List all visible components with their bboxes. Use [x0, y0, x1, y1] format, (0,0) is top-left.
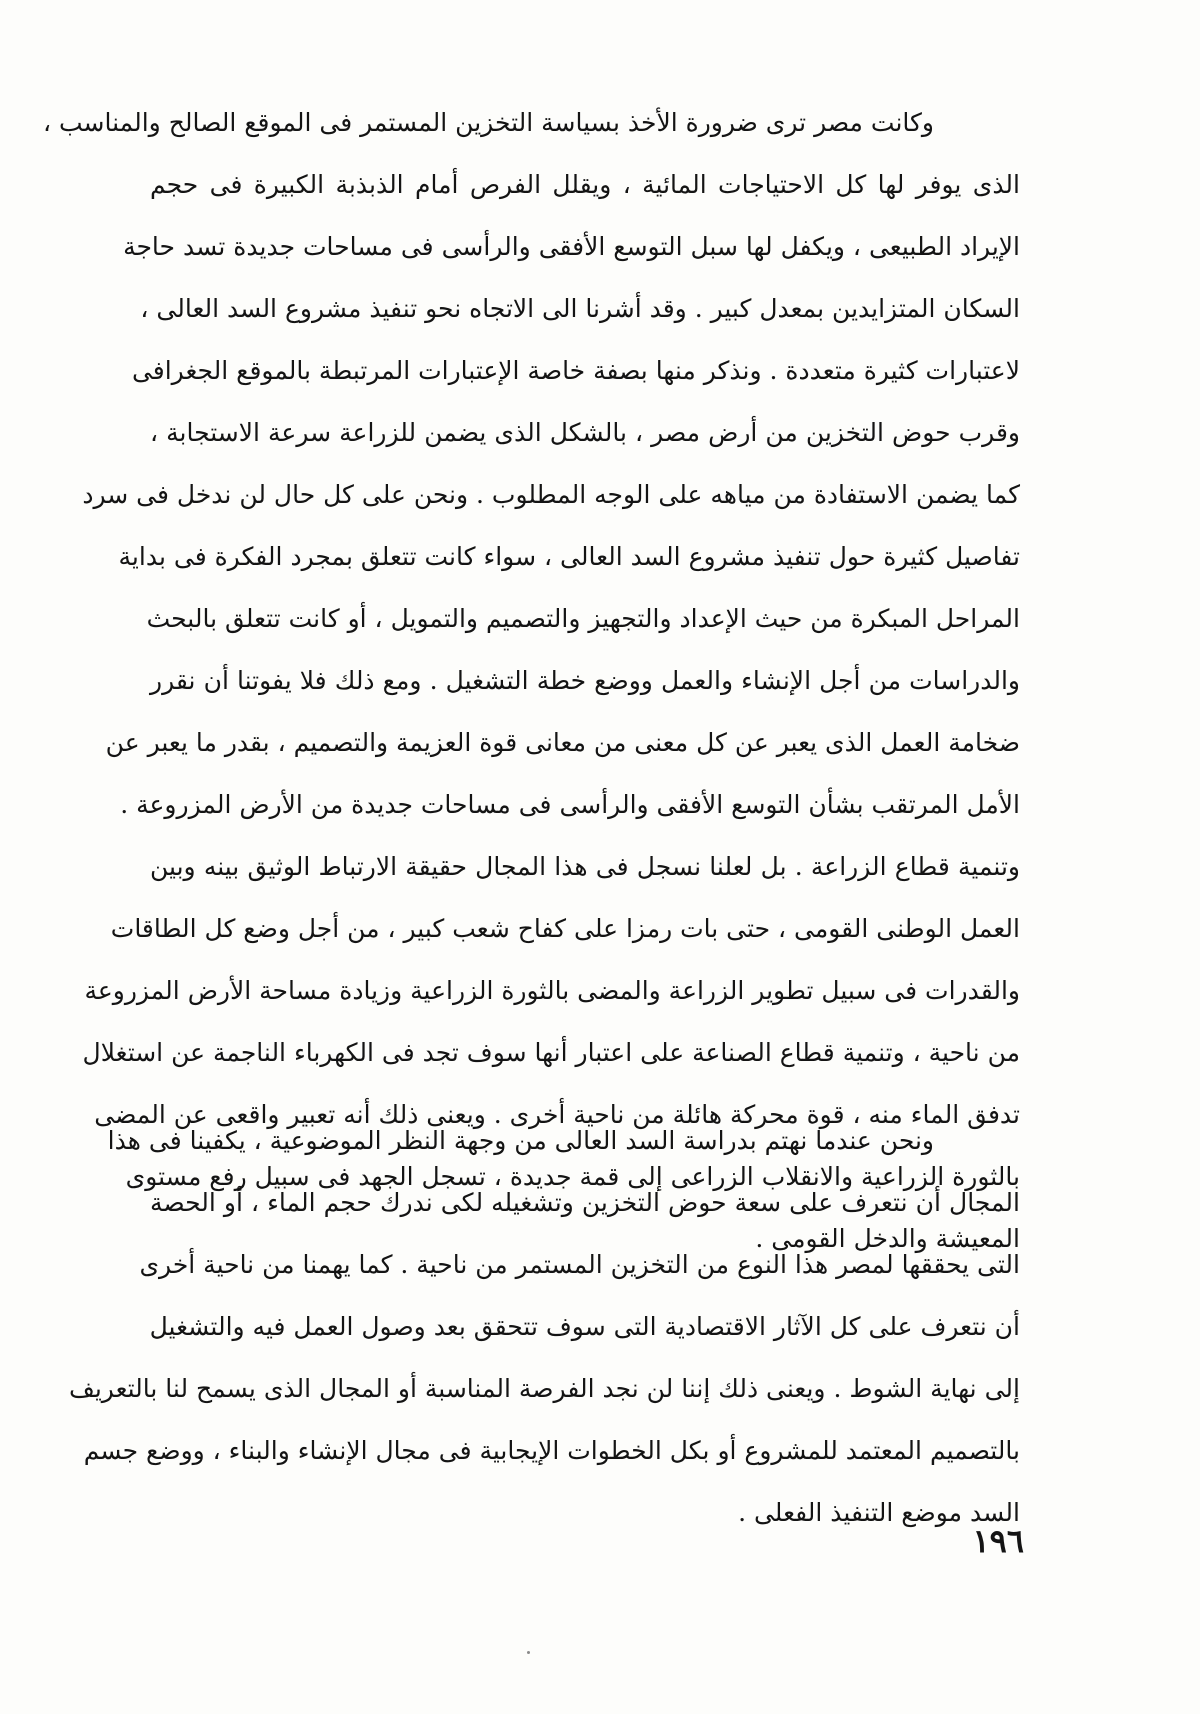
text-line: لاعتبارات كثيرة متعددة . ونذكر منها بصفة خاصة الإعتبارات المرتبطة بالموقع الجغرافى: [131, 356, 1020, 385]
text-line: الذى يوفر لها كل الاحتياجات المائية ، ويقلل الفرص أمام الذبذبة الكبيرة فى حجم: [150, 170, 1021, 199]
text-line: السد موضع التنفيذ الفعلى .: [738, 1498, 1020, 1527]
text-line: وقرب حوض التخزين من أرض مصر ، بالشكل الذى يضمن للزراعة سرعة الاستجابة ،: [150, 418, 1020, 447]
text-line: وتنمية قطاع الزراعة . بل لعلنا نسجل فى هذا المجال حقيقة الارتباط الوثيق بينه وبين: [150, 852, 1020, 881]
scan-speck: [527, 1651, 530, 1654]
text-line: بالثورة الزراعية والانقلاب الزراعى إلى قمة جديدة ، تسجل الجهد فى سبيل رفع مستوى: [125, 1162, 1020, 1191]
text-line: والقدرات فى سبيل تطوير الزراعة والمضى بالثورة الزراعية وزيادة مساحة الأرض المزروعة: [84, 976, 1020, 1005]
paragraph-1: [42, 92, 1021, 1270]
page-number: ١٩٦: [972, 1522, 1024, 1560]
text-line: السكان المتزايدين بمعدل كبير . وقد أشرنا الى الاتجاه نحو تنفيذ مشروع السد العالى ،: [140, 294, 1020, 323]
text-line: التى يحققها لمصر هذا النوع من التخزين المستمر من ناحية . كما يهمنا من ناحية أخرى: [139, 1250, 1020, 1279]
text-line: وكانت مصر ترى ضرورة الأخذ بسياسة التخزين المستمر فى الموقع الصالح والمناسب ،: [42, 108, 934, 137]
text-line: إلى نهاية الشوط . ويعنى ذلك إننا لن نجد الفرصة المناسبة أو المجال الذى يسمح لنا بالتعريف: [68, 1374, 1020, 1403]
text-line: كما يضمن الاستفادة من مياهه على الوجه المطلوب . ونحن على كل حال لن ندخل فى سرد: [82, 480, 1020, 509]
paragraph-2: [68, 1110, 1020, 1544]
text-line: العمل الوطنى القومى ، حتى بات رمزا على كفاح شعب كبير ، من أجل وضع كل الطاقات: [110, 914, 1020, 943]
text-line: بالتصميم المعتمد للمشروع أو بكل الخطوات الإيجابية فى مجال الإنشاء والبناء ، ووضع جسم: [83, 1436, 1020, 1465]
text-line: الإيراد الطبيعى ، ويكفل لها سبل التوسع الأفقى والرأسى فى مساحات جديدة تسد حاجة: [123, 232, 1020, 261]
text-line: أن نتعرف على كل الآثار الاقتصادية التى سوف تتحقق بعد وصول العمل فيه والتشغيل: [149, 1312, 1020, 1341]
text-line: والدراسات من أجل الإنشاء والعمل ووضع خطة التشغيل . ومع ذلك فلا يفوتنا أن نقرر: [150, 666, 1020, 695]
text-line: تفاصيل كثيرة حول تنفيذ مشروع السد العالى ، سواء كانت تتعلق بمجرد الفكرة فى بداية: [118, 542, 1020, 571]
text-line: المراحل المبكرة من حيث الإعداد والتجهيز والتصميم والتمويل ، أو كانت تتعلق بالبحث: [146, 604, 1020, 633]
text-line: تدفق الماء منه ، قوة محركة هائلة من ناحية أخرى . ويعنى ذلك أنه تعبير واقعى عن المضى: [94, 1100, 1020, 1129]
text-line: من ناحية ، وتنمية قطاع الصناعة على اعتبار أنها سوف تجد فى الكهرباء الناجمة عن استغلال: [82, 1038, 1020, 1067]
text-line: الأمل المرتقب بشأن التوسع الأفقى والرأسى فى مساحات جديدة من الأرض المزروعة .: [120, 790, 1020, 819]
text-line: ونحن عندما نهتم بدراسة السد العالى من وجهة النظر الموضوعية ، يكفينا فى هذا: [107, 1126, 934, 1155]
text-line: المجال أن نتعرف على سعة حوض التخزين وتشغيله لكى ندرك حجم الماء ، أو الحصة: [150, 1188, 1020, 1217]
text-line: ضخامة العمل الذى يعبر عن كل معنى من معانى قوة العزيمة والتصميم ، بقدر ما يعبر عن: [105, 728, 1020, 757]
text-line: المعيشة والدخل القومى .: [755, 1224, 1020, 1253]
